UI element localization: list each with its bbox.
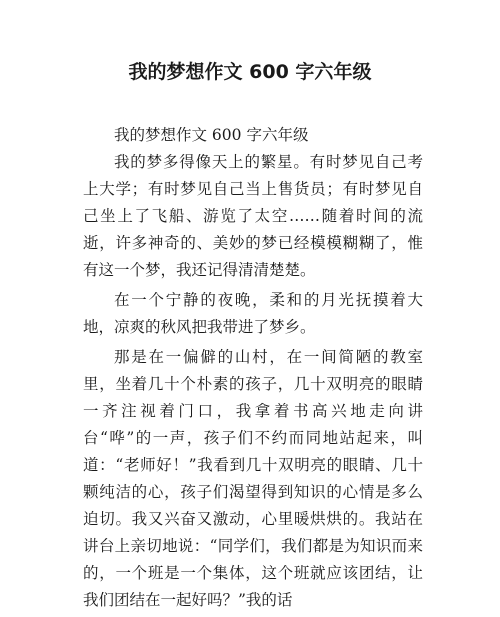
document-body <box>83 122 423 617</box>
document-title: 我的梦想作文 600 字六年级 <box>128 61 372 83</box>
paragraph-2: 在一个宁静的夜晚，柔和的月光抚摸着大地，凉爽的秋风把我带进了梦乡。 <box>83 291 423 336</box>
paragraph-1: 我的梦多得像天上的繁星。有时梦见自己考上大学；有时梦见自己当上售货员；有时梦见自己坐上了飞船、游览了太空……随着时间的流逝，许多神奇的、美妙的梦已经模模糊糊了，惟有这一个梦，我还记得清清楚楚。 <box>83 153 423 279</box>
paragraph-3: 那是在一偏僻的山村，在一间简陋的教室里，坐着几十个朴素的孩子，几十双明亮的眼睛一齐注视着门口，我拿着书高兴地走向讲台“哗”的一声，孩子们不约而同地站起来，叫道：“老师好！”我看到几十双明亮的眼睛、几十颗纯洁的心，孩子们渴望得到知识的心情是多么迫切。我又兴奋又激动，心里暖烘烘的。我站在讲台上亲切地说：“同学们，我们都是为知识而来的，一个班是一个集体，这个班就应该团结，让我们团结在一起好吗？”我的话 <box>83 348 423 609</box>
paragraph-subtitle: 我的梦想作文 600 字六年级 <box>114 126 309 144</box>
